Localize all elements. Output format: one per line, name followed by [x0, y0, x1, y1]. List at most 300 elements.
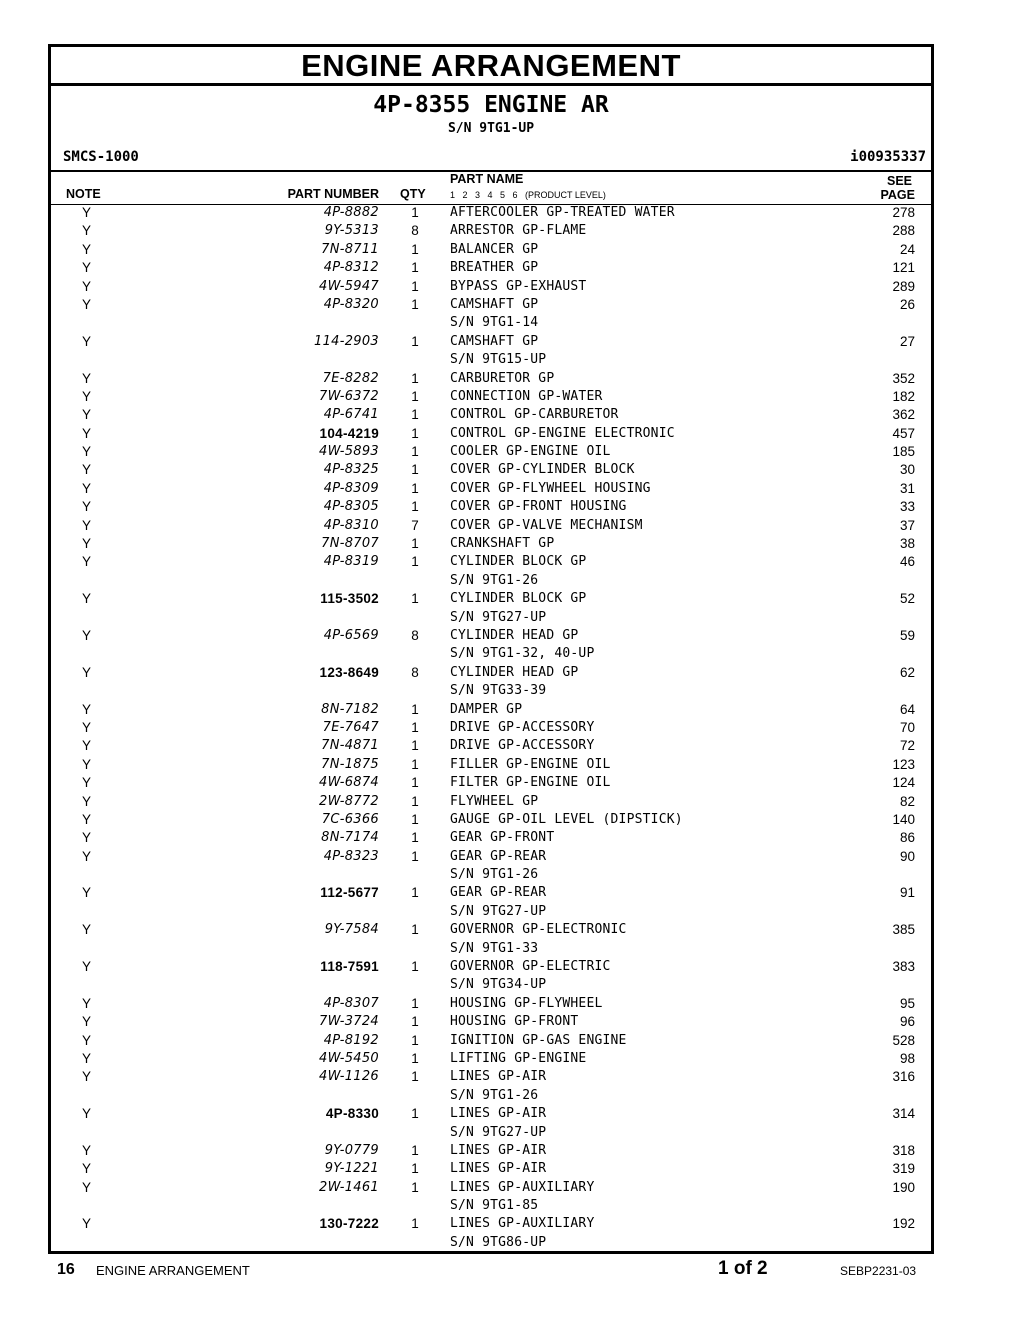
see-page-cell: 38 — [899, 536, 915, 552]
qty-cell: 1 — [411, 1179, 419, 1195]
part-name-cell: CYLINDER BLOCK GP — [450, 591, 587, 607]
see-page-cell: 24 — [899, 241, 915, 257]
smcs-code: SMCS-1000 — [63, 149, 139, 165]
qty-cell: 1 — [411, 738, 419, 754]
column-header-part-number: PART NUMBER — [287, 187, 379, 201]
note-cell: Y — [82, 278, 92, 294]
table-row — [51, 406, 931, 424]
table-row — [51, 1050, 931, 1068]
part-number-cell: 2W-1461 — [319, 1179, 379, 1195]
qty-cell: 1 — [411, 536, 419, 552]
part-number-cell: 123-8649 — [319, 664, 379, 680]
see-page-cell: 62 — [899, 664, 915, 680]
note-cell: Y — [82, 407, 92, 423]
table-row — [51, 719, 931, 737]
part-name-cell: CONNECTION GP-WATER — [450, 388, 603, 404]
table-row — [51, 278, 931, 296]
note-cell: Y — [82, 536, 92, 552]
part-number-cell: 4W-1126 — [319, 1069, 379, 1085]
qty-cell: 1 — [411, 775, 419, 791]
table-row — [51, 535, 931, 553]
part-number-cell: 9Y-7584 — [324, 922, 379, 938]
column-header-part-name: PART NAME — [450, 172, 524, 186]
qty-cell: 1 — [411, 885, 419, 901]
see-page-cell: 140 — [892, 811, 915, 827]
part-name-cell: DRIVE GP-ACCESSORY — [450, 719, 595, 735]
column-header-note: NOTE — [66, 187, 101, 201]
table-row — [51, 1068, 931, 1086]
table-row — [51, 940, 931, 958]
qty-cell: 1 — [411, 462, 419, 478]
note-cell: Y — [82, 223, 92, 239]
qty-cell: 7 — [411, 517, 419, 533]
part-name-cell: GOVERNOR GP-ELECTRIC — [450, 959, 611, 975]
see-page-cell: 31 — [899, 480, 915, 496]
table-row — [51, 756, 931, 774]
part-name-cell: FLYWHEEL GP — [450, 793, 539, 809]
table-row — [51, 498, 931, 516]
footer-document-number: SEBP2231-03 — [840, 1264, 917, 1278]
part-name-cell: BYPASS GP-EXHAUST — [450, 278, 587, 294]
table-row — [51, 517, 931, 535]
table-row — [51, 811, 931, 829]
part-name-cell: COVER GP-VALVE MECHANISM — [450, 517, 643, 533]
model-subtitle: 4P-8355 ENGINE AR — [373, 92, 609, 118]
part-number-cell: 4P-8307 — [323, 995, 379, 1011]
part-number-cell: 7N-8707 — [321, 536, 379, 552]
note-cell: Y — [82, 738, 92, 754]
note-cell: Y — [82, 296, 92, 312]
qty-cell: 1 — [411, 1106, 419, 1122]
part-name-cell: COVER GP-FLYWHEEL HOUSING — [450, 480, 651, 496]
qty-cell: 1 — [411, 296, 419, 312]
table-row — [51, 958, 931, 976]
serial-range: S/N 9TG1-UP — [447, 121, 535, 136]
part-name-cell: S/N 9TG27-UP — [450, 903, 547, 919]
see-page-cell: 318 — [892, 1142, 915, 1158]
part-name-cell: CYLINDER BLOCK GP — [450, 554, 587, 570]
see-page-cell: 30 — [899, 462, 915, 478]
see-page-cell: 121 — [892, 260, 915, 276]
see-page-cell: 123 — [892, 756, 915, 772]
part-name-cell: CONTROL GP-CARBURETOR — [450, 407, 619, 423]
qty-cell: 1 — [411, 1216, 419, 1232]
table-row — [51, 921, 931, 939]
table-row — [51, 351, 931, 369]
part-name-cell: CAMSHAFT GP — [450, 333, 539, 349]
table-row — [51, 296, 931, 314]
see-page-cell: 385 — [892, 922, 915, 938]
note-cell: Y — [82, 1179, 92, 1195]
part-number-cell: 104-4219 — [319, 425, 379, 441]
note-cell: Y — [82, 775, 92, 791]
part-name-cell: S/N 9TG1-26 — [450, 572, 539, 588]
part-name-cell: S/N 9TG1-26 — [450, 867, 539, 883]
see-page-cell: 70 — [899, 719, 915, 735]
qty-cell: 1 — [411, 278, 419, 294]
part-name-cell: S/N 9TG27-UP — [450, 609, 547, 625]
part-name-cell: LINES GP-AIR — [450, 1106, 547, 1122]
table-row — [51, 1160, 931, 1178]
note-cell: Y — [82, 333, 92, 349]
note-cell: Y — [82, 1161, 92, 1177]
part-name-cell: GAUGE GP-OIL LEVEL (DIPSTICK) — [450, 811, 683, 827]
table-row — [51, 461, 931, 479]
part-number-cell: 118-7591 — [320, 959, 379, 975]
see-page-cell: 190 — [892, 1179, 915, 1195]
note-cell: Y — [82, 591, 92, 607]
qty-cell: 1 — [411, 591, 419, 607]
part-name-cell: CYLINDER HEAD GP — [450, 664, 579, 680]
table-row — [51, 682, 931, 700]
part-name-cell: FILTER GP-ENGINE OIL — [450, 775, 611, 791]
part-name-cell: CONTROL GP-ENGINE ELECTRONIC — [450, 425, 675, 441]
part-name-cell: CYLINDER HEAD GP — [450, 627, 579, 643]
part-name-cell: S/N 9TG1-32, 40-UP — [450, 646, 595, 662]
see-page-cell: 289 — [892, 278, 915, 294]
qty-cell: 1 — [411, 811, 419, 827]
part-name-cell: S/N 9TG34-UP — [450, 977, 547, 993]
part-name-cell: S/N 9TG15-UP — [450, 352, 547, 368]
table-row — [51, 645, 931, 663]
see-page-cell: 37 — [899, 517, 915, 533]
part-number-cell: 7N-1875 — [321, 756, 379, 772]
parts-table-body — [51, 204, 931, 1252]
part-number-cell: 4P-8310 — [323, 517, 379, 533]
table-row — [51, 1142, 931, 1160]
qty-cell: 1 — [411, 1032, 419, 1048]
footer-page-of: 1 of 2 — [718, 1258, 768, 1279]
part-name-cell: LINES GP-AIR — [450, 1069, 547, 1085]
part-number-cell: 4P-8319 — [323, 554, 379, 570]
see-page-cell: 90 — [899, 848, 915, 864]
see-page-cell: 98 — [899, 1050, 915, 1066]
note-cell: Y — [82, 480, 92, 496]
note-cell: Y — [82, 205, 92, 220]
qty-cell: 1 — [411, 370, 419, 386]
part-name-cell: HOUSING GP-FRONT — [450, 1014, 579, 1030]
table-row — [51, 1215, 931, 1233]
part-name-cell: FILLER GP-ENGINE OIL — [450, 756, 611, 772]
table-row — [51, 1013, 931, 1031]
note-cell: Y — [82, 499, 92, 515]
see-page-cell: 528 — [892, 1032, 915, 1048]
note-cell: Y — [82, 664, 92, 680]
see-page-cell: 33 — [899, 499, 915, 515]
part-number-cell: 4W-6874 — [319, 775, 379, 791]
part-number-cell: 4W-5947 — [319, 278, 379, 294]
part-number-cell: 7N-8711 — [321, 241, 379, 257]
see-page-cell: 316 — [892, 1069, 915, 1085]
qty-cell: 1 — [411, 830, 419, 846]
note-cell: Y — [82, 1014, 92, 1030]
note-cell: Y — [82, 241, 92, 257]
part-name-cell: DRIVE GP-ACCESSORY — [450, 738, 595, 754]
table-row — [51, 903, 931, 921]
table-row — [51, 848, 931, 866]
note-cell: Y — [82, 848, 92, 864]
part-name-cell: HOUSING GP-FLYWHEEL — [450, 995, 603, 1011]
column-header-see: SEE — [886, 174, 912, 188]
note-cell: Y — [82, 1050, 92, 1066]
footer-page-number: 16 — [57, 1261, 75, 1278]
part-number-cell: 4P-6569 — [323, 627, 379, 643]
part-name-cell: CAMSHAFT GP — [450, 296, 539, 312]
qty-cell: 1 — [411, 554, 419, 570]
part-name-cell: S/N 9TG86-UP — [450, 1234, 547, 1250]
see-page-cell: 362 — [892, 407, 915, 423]
part-name-cell: IGNITION GP-GAS ENGINE — [450, 1032, 627, 1048]
qty-cell: 8 — [411, 627, 419, 643]
qty-cell: 1 — [411, 848, 419, 864]
see-page-cell: 95 — [899, 995, 915, 1011]
note-cell: Y — [82, 756, 92, 772]
see-page-cell: 352 — [892, 370, 915, 386]
part-name-cell: S/N 9TG33-39 — [450, 683, 547, 699]
table-row — [51, 793, 931, 811]
qty-cell: 1 — [411, 388, 419, 404]
part-name-cell: CARBURETOR GP — [450, 370, 555, 386]
table-row — [51, 388, 931, 406]
part-name-cell: GEAR GP-REAR — [450, 885, 547, 901]
table-row — [51, 884, 931, 902]
note-cell: Y — [82, 793, 92, 809]
see-page-cell: 182 — [892, 388, 915, 404]
parts-list-frame — [48, 44, 934, 1254]
part-name-cell: S/N 9TG1-33 — [450, 940, 539, 956]
column-header-page: PAGE — [880, 188, 915, 202]
table-row — [51, 866, 931, 884]
see-page-cell: 288 — [892, 223, 915, 239]
column-header-product-level: 1 2 3 4 5 6 (PRODUCT LEVEL) — [450, 190, 606, 200]
see-page-cell: 96 — [899, 1014, 915, 1030]
part-number-cell: 4W-5893 — [319, 444, 379, 460]
part-number-cell: 7W-6372 — [319, 388, 379, 404]
qty-cell: 1 — [411, 1142, 419, 1158]
table-row — [51, 1032, 931, 1050]
see-page-cell: 185 — [892, 444, 915, 460]
part-name-cell: AFTERCOOLER GP-TREATED WATER — [450, 205, 675, 220]
see-page-cell: 192 — [892, 1216, 915, 1232]
part-number-cell: 9Y-0779 — [324, 1142, 379, 1158]
qty-cell: 1 — [411, 922, 419, 938]
see-page-cell: 64 — [899, 701, 915, 717]
part-number-cell: 8N-7174 — [321, 830, 379, 846]
part-number-cell: 7E-8282 — [322, 370, 379, 386]
table-row — [51, 241, 931, 259]
note-cell: Y — [82, 922, 92, 938]
qty-cell: 1 — [411, 1161, 419, 1177]
note-cell: Y — [82, 830, 92, 846]
note-cell: Y — [82, 719, 92, 735]
qty-cell: 8 — [411, 223, 419, 239]
part-number-cell: 130-7222 — [319, 1216, 379, 1232]
part-number-cell: 115-3502 — [320, 591, 379, 607]
qty-cell: 8 — [411, 664, 419, 680]
table-row — [51, 976, 931, 994]
table-row — [51, 222, 931, 240]
see-page-cell: 314 — [892, 1106, 915, 1122]
note-cell: Y — [82, 517, 92, 533]
table-row — [51, 774, 931, 792]
title-band — [51, 47, 931, 86]
table-row — [51, 1197, 931, 1215]
part-number-cell: 7C-6366 — [321, 811, 379, 827]
note-cell: Y — [82, 885, 92, 901]
part-name-cell: S/N 9TG1-85 — [450, 1198, 539, 1214]
footer-section-title: ENGINE ARRANGEMENT — [96, 1263, 250, 1278]
table-row — [51, 664, 931, 682]
qty-cell: 1 — [411, 1014, 419, 1030]
qty-cell: 1 — [411, 260, 419, 276]
part-name-cell: COVER GP-FRONT HOUSING — [450, 499, 627, 515]
note-cell: Y — [82, 995, 92, 1011]
page-title: ENGINE ARRANGEMENT — [301, 48, 681, 83]
part-name-cell: GEAR GP-FRONT — [450, 830, 555, 846]
table-row — [51, 480, 931, 498]
table-row — [51, 1124, 931, 1142]
table-row — [51, 829, 931, 847]
part-number-cell: 7E-7647 — [322, 719, 379, 735]
table-row — [51, 1234, 931, 1252]
note-cell: Y — [82, 1106, 92, 1122]
see-page-cell: 86 — [899, 830, 915, 846]
part-name-cell: COOLER GP-ENGINE OIL — [450, 444, 611, 460]
table-row — [51, 737, 931, 755]
table-row — [51, 701, 931, 719]
part-name-cell: LINES GP-AIR — [450, 1161, 547, 1177]
note-cell: Y — [82, 959, 92, 975]
note-cell: Y — [82, 554, 92, 570]
table-row — [51, 204, 931, 222]
qty-cell: 1 — [411, 407, 419, 423]
see-page-cell: 383 — [892, 959, 915, 975]
see-page-cell: 26 — [899, 296, 915, 312]
note-cell: Y — [82, 1142, 92, 1158]
note-cell: Y — [82, 701, 92, 717]
part-name-cell: GOVERNOR GP-ELECTRONIC — [450, 922, 627, 938]
part-name-cell: GEAR GP-REAR — [450, 848, 547, 864]
part-number-cell: 4P-8330 — [325, 1106, 379, 1122]
part-name-cell: S/N 9TG1-26 — [450, 1087, 539, 1103]
note-cell: Y — [82, 444, 92, 460]
part-name-cell: LINES GP-AUXILIARY — [450, 1216, 595, 1232]
see-page-cell: 46 — [899, 554, 915, 570]
qty-cell: 1 — [411, 480, 419, 496]
part-number-cell: 4P-6741 — [323, 407, 379, 423]
see-page-cell: 82 — [899, 793, 915, 809]
part-number-cell: 8N-7182 — [321, 701, 379, 717]
table-row — [51, 314, 931, 332]
table-row — [51, 553, 931, 571]
table-row — [51, 995, 931, 1013]
part-name-cell: CRANKSHAFT GP — [450, 536, 555, 552]
part-number-cell: 4P-8323 — [323, 848, 379, 864]
table-row — [51, 333, 931, 351]
qty-cell: 1 — [411, 1069, 419, 1085]
part-number-cell: 4P-8882 — [323, 205, 379, 220]
qty-cell: 1 — [411, 756, 419, 772]
qty-cell: 1 — [411, 719, 419, 735]
part-number-cell: 7N-4871 — [321, 738, 379, 754]
table-row — [51, 259, 931, 277]
note-cell: Y — [82, 627, 92, 643]
table-row — [51, 370, 931, 388]
part-name-cell: COVER GP-CYLINDER BLOCK — [450, 462, 635, 478]
part-number-cell: 9Y-1221 — [324, 1161, 379, 1177]
qty-cell: 1 — [411, 425, 419, 441]
qty-cell: 1 — [411, 241, 419, 257]
see-page-cell: 457 — [892, 425, 915, 441]
table-row — [51, 590, 931, 608]
qty-cell: 1 — [411, 995, 419, 1011]
table-row — [51, 443, 931, 461]
part-number-cell: 9Y-5313 — [324, 223, 379, 239]
table-row — [51, 425, 931, 443]
qty-cell: 1 — [411, 1050, 419, 1066]
note-cell: Y — [82, 388, 92, 404]
see-page-cell: 59 — [899, 627, 915, 643]
qty-cell: 1 — [411, 959, 419, 975]
part-number-cell: 2W-8772 — [319, 793, 379, 809]
see-page-cell: 278 — [892, 205, 915, 220]
qty-cell: 1 — [411, 333, 419, 349]
part-name-cell: S/N 9TG1-14 — [450, 315, 539, 331]
see-page-cell: 91 — [899, 885, 915, 901]
part-name-cell: ARRESTOR GP-FLAME — [450, 223, 587, 239]
part-number-cell: 4W-5450 — [319, 1050, 379, 1066]
table-row — [51, 572, 931, 590]
part-name-cell: DAMPER GP — [450, 701, 523, 717]
note-cell: Y — [82, 462, 92, 478]
table-row — [51, 1179, 931, 1197]
part-name-cell: LIFTING GP-ENGINE — [450, 1050, 587, 1066]
column-header-qty: QTY — [400, 187, 426, 201]
table-row — [51, 627, 931, 645]
part-number-cell: 4P-8309 — [323, 480, 379, 496]
see-page-cell: 72 — [899, 738, 915, 754]
document-id: i00935337 — [850, 149, 926, 165]
see-page-cell: 319 — [892, 1161, 915, 1177]
part-name-cell: LINES GP-AUXILIARY — [450, 1179, 595, 1195]
part-number-cell: 7W-3724 — [319, 1014, 379, 1030]
part-name-cell: LINES GP-AIR — [450, 1142, 547, 1158]
part-number-cell: 112-5677 — [320, 885, 379, 901]
part-name-cell: S/N 9TG27-UP — [450, 1124, 547, 1140]
part-name-cell: BALANCER GP — [450, 241, 539, 257]
note-cell: Y — [82, 370, 92, 386]
note-cell: Y — [82, 1069, 92, 1085]
table-row — [51, 1105, 931, 1123]
see-page-cell: 27 — [899, 333, 915, 349]
qty-cell: 1 — [411, 205, 419, 220]
qty-cell: 1 — [411, 444, 419, 460]
part-number-cell: 4P-8312 — [323, 260, 379, 276]
note-cell: Y — [82, 1032, 92, 1048]
qty-cell: 1 — [411, 793, 419, 809]
part-number-cell: 4P-8320 — [323, 296, 379, 312]
part-number-cell: 4P-8325 — [323, 462, 379, 478]
table-row — [51, 1087, 931, 1105]
part-number-cell: 114-2903 — [314, 333, 379, 349]
qty-cell: 1 — [411, 701, 419, 717]
see-page-cell: 124 — [892, 775, 915, 791]
note-cell: Y — [82, 260, 92, 276]
note-cell: Y — [82, 425, 92, 441]
part-number-cell: 4P-8192 — [323, 1032, 379, 1048]
note-cell: Y — [82, 1216, 92, 1232]
part-number-cell: 4P-8305 — [323, 499, 379, 515]
